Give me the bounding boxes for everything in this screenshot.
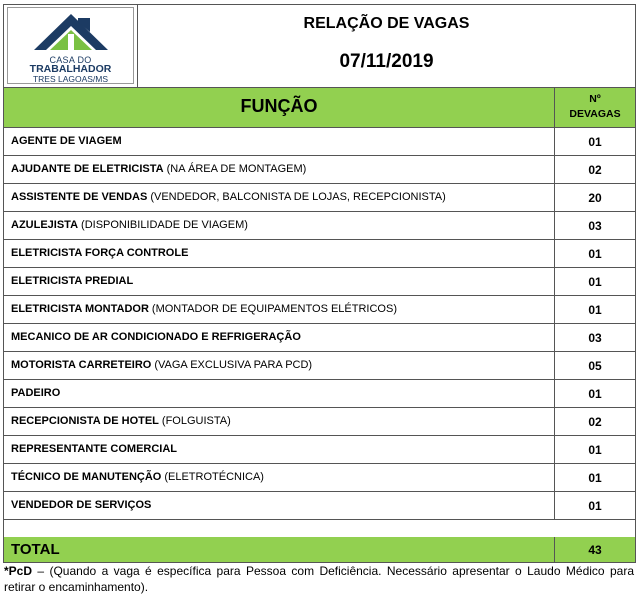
job-title [11,331,301,343]
table-row [4,268,635,296]
logo-text-line1: CASA DO [49,55,92,65]
job-name: PADEIRO [11,387,61,399]
job-vacancy-count: 01 [588,135,602,149]
job-name: ELETRICISTA PREDIAL [11,275,134,287]
table-row [4,408,635,436]
job-vacancy-count: 20 [588,191,602,205]
job-note: (VAGA EXCLUSIVA PARA PCD) [154,359,313,371]
table-row [4,436,635,464]
job-title [11,499,151,511]
table-row [4,212,635,240]
casa-do-trabalhador-logo [7,7,134,84]
table-row [4,464,635,492]
job-name: AGENTE DE VIAGEM [11,135,122,147]
job-vacancy-count: 02 [588,415,602,429]
sheet-header [4,5,635,88]
job-name: TÉCNICO DE MANUTENÇÃO [11,471,162,483]
job-note: (ELETROTÉCNICA) [164,471,264,483]
house-roof-icon [30,12,112,56]
job-note: (DISPONIBILIDADE DE VIAGEM) [81,219,248,231]
job-title [11,191,446,203]
job-vacancy-count: 01 [588,499,602,513]
job-name: AZULEJISTA [11,219,79,231]
job-title [11,135,122,147]
table-row [4,324,635,352]
job-title [11,471,264,483]
column-header-function: FUNÇÃO [240,96,318,116]
table-row [4,240,635,268]
job-vacancy-count: 01 [588,303,602,317]
job-title [11,219,248,231]
job-title [11,415,231,427]
job-title [11,163,306,175]
job-vacancy-count: 01 [588,443,602,457]
vacancies-header-line2: DEVAGAS [569,108,621,120]
door-shape [68,34,74,50]
logo-text-line3: TRES LAGOAS/MS [32,74,109,84]
column-header-row [4,88,635,128]
job-vacancy-count: 03 [588,219,602,233]
job-title [11,443,177,455]
job-vacancy-count: 01 [588,387,602,401]
table-row [4,352,635,380]
job-vacancy-count: 01 [588,471,602,485]
job-name: ASSISTENTE DE VENDAS [11,191,148,203]
total-row [4,537,635,562]
job-name: VENDEDOR DE SERVIÇOS [11,499,152,511]
vacancies-header-line1: Nº [589,93,601,105]
vacancy-table-body [4,128,635,520]
logo-text-line2: TRABALHADOR [29,63,112,75]
job-name: ELETRICISTA MONTADOR [11,303,149,315]
column-header-vacancies [555,92,635,122]
job-vacancy-count: 02 [588,163,602,177]
job-title [11,275,133,287]
sheet-date: 07/11/2019 [339,51,434,72]
job-title [11,387,60,399]
job-name: RECEPCIONISTA DE HOTEL [11,415,159,427]
job-vacancy-count: 01 [588,275,602,289]
job-note: (MONTADOR DE EQUIPAMENTOS ELÉTRICOS) [151,303,397,315]
job-name: MECANICO DE AR CONDICIONADO E REFRIGERAÇÃO [11,331,301,343]
footnote-term: *PcD [4,564,33,578]
sheet-title: RELAÇÃO DE VAGAS [303,15,470,32]
table-row [4,380,635,408]
job-title [11,247,188,259]
job-note: (NA ÁREA DE MONTAGEM) [166,163,307,175]
table-row [4,492,635,520]
job-name: REPRESENTANTE COMERCIAL [11,443,178,455]
pcd-footnote [4,563,634,595]
job-title [11,359,312,371]
job-name: AJUDANTE DE ELETRICISTA [11,163,164,175]
job-note: (FOLGUISTA) [161,415,231,427]
table-row [4,184,635,212]
table-row [4,296,635,324]
job-note: (VENDEDOR, BALCONISTA DE LOJAS, RECEPCIONISTA) [150,191,446,203]
job-title [11,303,397,315]
footnote-text: – (Quando a vaga é específica para Pessoa com Deficiência. Necessário apresentar o Laudo Médico para retirar o encaminhamento). [4,564,634,594]
table-row [4,128,635,156]
job-vacancy-count: 01 [588,247,602,261]
job-vacancy-count: 05 [588,359,602,373]
table-row [4,156,635,184]
job-name: ELETRICISTA FORÇA CONTROLE [11,247,189,259]
job-vacancy-sheet [3,4,636,563]
job-name: MOTORISTA CARRETEIRO [11,359,152,371]
total-value: 43 [588,543,602,557]
job-vacancy-count: 03 [588,331,602,345]
total-label: TOTAL [11,541,60,558]
